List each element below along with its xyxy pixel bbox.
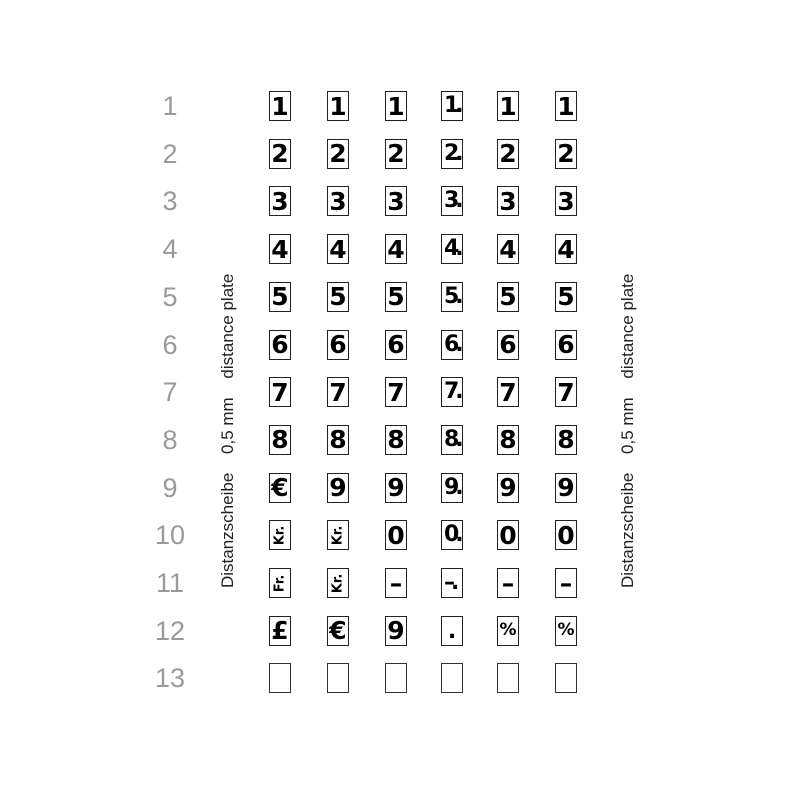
type-cell: 9	[555, 473, 577, 503]
row-number: 2	[162, 138, 178, 169]
row-number: 13	[154, 663, 186, 694]
type-cell: 6	[269, 330, 291, 360]
blank-type-cell	[327, 663, 349, 693]
type-cell: 0	[497, 520, 519, 550]
type-cell: 4	[555, 234, 577, 264]
type-cell: Kr.	[327, 520, 349, 550]
row-number: 10	[154, 520, 186, 551]
type-cell: 9	[327, 473, 349, 503]
type-cell: 0	[385, 520, 407, 550]
type-cell: 8	[385, 425, 407, 455]
type-cell: %	[497, 616, 519, 646]
type-cell: Kr.	[269, 520, 291, 550]
type-cell: 4	[327, 234, 349, 264]
type-cell: 3	[385, 186, 407, 216]
left-label-de: Distanzscheibe	[218, 472, 237, 588]
type-cell: 4	[385, 234, 407, 264]
type-cell: 8	[327, 425, 349, 455]
type-cell: 7	[497, 377, 519, 407]
type-cell: Kr.	[327, 568, 349, 598]
type-cell: 6	[555, 330, 577, 360]
type-cell: 8.	[441, 425, 463, 455]
type-cell: 9	[497, 473, 519, 503]
type-cell: 8	[555, 425, 577, 455]
row-number: 8	[162, 424, 178, 455]
row-number: 6	[162, 329, 178, 360]
type-cell: £	[269, 616, 291, 646]
type-cell: 9.	[441, 473, 463, 503]
type-cell: 6	[327, 330, 349, 360]
blank-type-cell	[385, 663, 407, 693]
type-cell: 4.	[441, 234, 463, 264]
type-cell: 3	[497, 186, 519, 216]
type-cell: 2	[555, 139, 577, 169]
type-cell: 1	[269, 91, 291, 121]
type-cell: 5	[497, 282, 519, 312]
type-cell: 5	[327, 282, 349, 312]
type-cell: 1	[497, 91, 519, 121]
type-cell: 1.	[441, 91, 463, 121]
type-cell: 6	[497, 330, 519, 360]
type-cell: 5	[269, 282, 291, 312]
type-cell: Fr.	[269, 568, 291, 598]
type-cell: 9	[385, 616, 407, 646]
type-cell: 5	[555, 282, 577, 312]
type-cell: –	[555, 568, 577, 598]
type-cell: 7	[269, 377, 291, 407]
row-number: 3	[162, 186, 178, 217]
right-label-de: Distanzscheibe	[618, 472, 637, 588]
type-cell: 1	[555, 91, 577, 121]
type-cell: 7	[555, 377, 577, 407]
type-cell: –	[385, 568, 407, 598]
type-cell: 7.	[441, 377, 463, 407]
type-cell: 7	[327, 377, 349, 407]
type-cell: 2	[269, 139, 291, 169]
type-cell: 6.	[441, 330, 463, 360]
row-number: 9	[162, 472, 178, 503]
row-number: 4	[162, 234, 178, 265]
type-cell: 3	[555, 186, 577, 216]
type-cell: 9	[385, 473, 407, 503]
type-cell: 2	[327, 139, 349, 169]
type-cell: €	[327, 616, 349, 646]
right-label-en: distance plate	[618, 273, 637, 379]
type-cell: 8	[497, 425, 519, 455]
type-cell: 0	[555, 520, 577, 550]
type-cell: 7	[385, 377, 407, 407]
right-label-thickness: 0,5 mm	[618, 397, 637, 454]
type-cell: 4	[497, 234, 519, 264]
blank-type-cell	[269, 663, 291, 693]
left-label-en: distance plate	[218, 273, 237, 379]
type-cell: 2	[497, 139, 519, 169]
type-cell: %	[555, 616, 577, 646]
type-cell: 1	[385, 91, 407, 121]
blank-type-cell	[555, 663, 577, 693]
row-number: 7	[162, 377, 178, 408]
type-cell: 3	[327, 186, 349, 216]
blank-type-cell	[497, 663, 519, 693]
right-distance-label	[618, 260, 638, 588]
type-cell: .	[441, 616, 463, 646]
blank-type-cell	[441, 663, 463, 693]
type-cell: 2	[385, 139, 407, 169]
type-cell: 5.	[441, 282, 463, 312]
type-cell: €	[269, 473, 291, 503]
type-cell: 0.	[441, 520, 463, 550]
type-cell: 3	[269, 186, 291, 216]
type-cell: –.	[441, 568, 463, 598]
left-distance-label	[218, 260, 238, 588]
type-cell: 8	[269, 425, 291, 455]
type-cell: 1	[327, 91, 349, 121]
row-number: 5	[162, 281, 178, 312]
type-cell: 3.	[441, 186, 463, 216]
type-cell: 2.	[441, 139, 463, 169]
type-cell: 6	[385, 330, 407, 360]
row-number: 1	[162, 91, 178, 121]
type-cell: 5	[385, 282, 407, 312]
type-cell: –	[497, 568, 519, 598]
type-cell: 4	[269, 234, 291, 264]
row-number: 12	[154, 615, 186, 646]
left-label-thickness: 0,5 mm	[218, 397, 237, 454]
row-number: 11	[155, 568, 185, 598]
